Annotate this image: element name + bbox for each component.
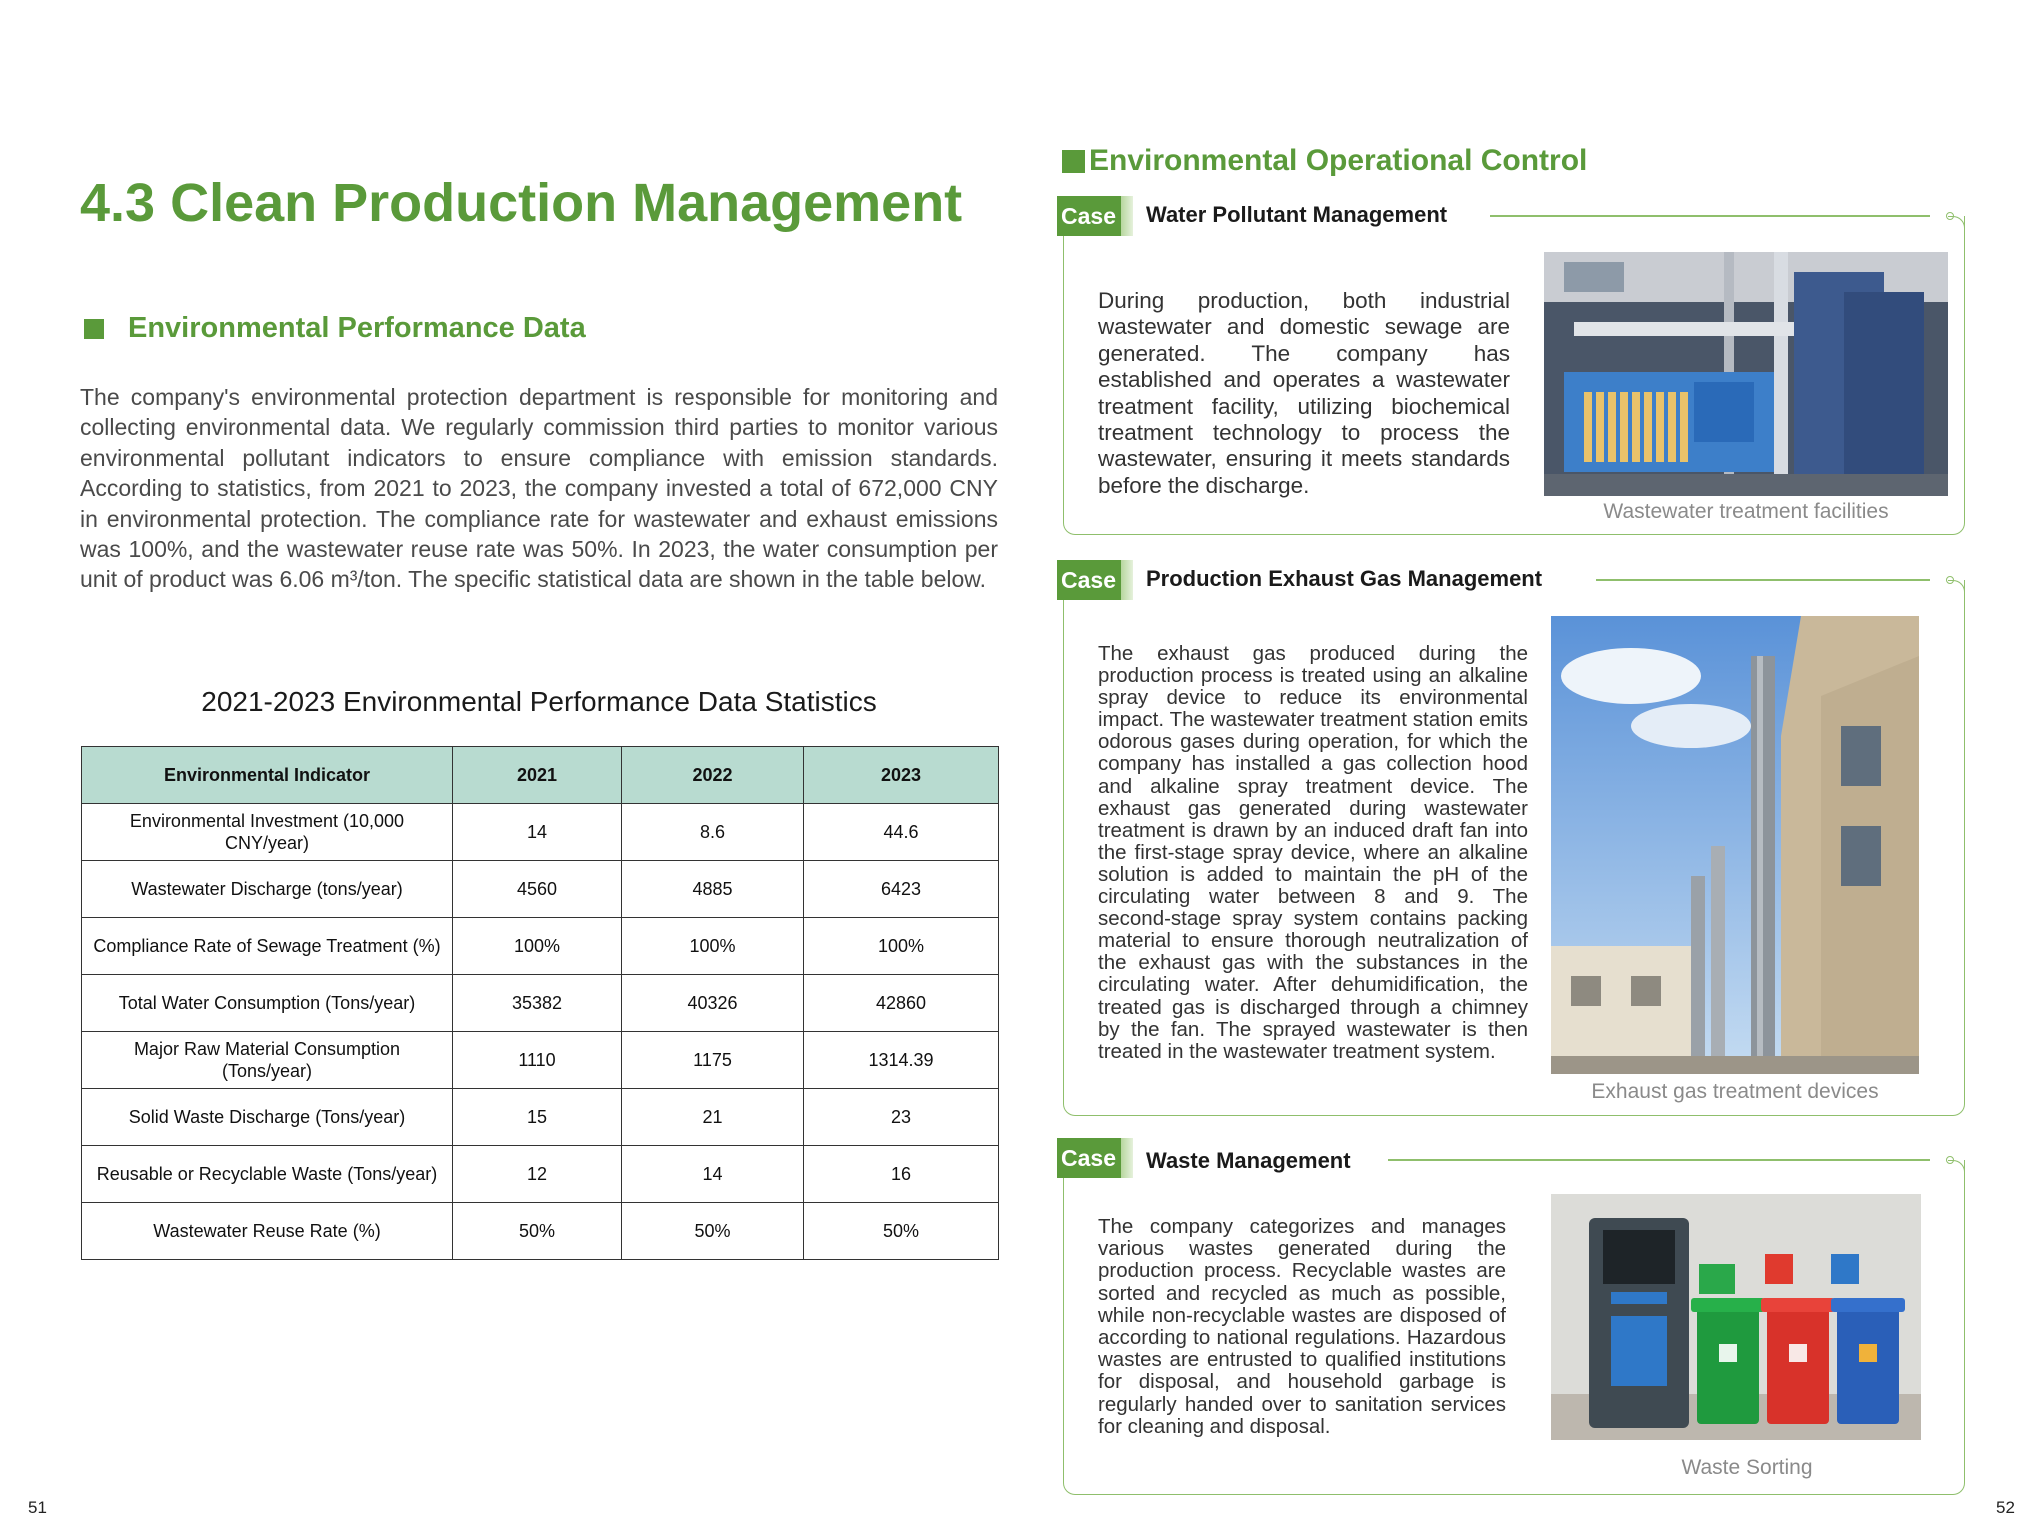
table-cell: 16: [804, 1146, 999, 1203]
table-header-row: [82, 747, 999, 804]
table-cell: 15: [453, 1089, 622, 1146]
photo-caption: Exhaust gas treatment devices: [1591, 1080, 1879, 1103]
exhaust-device-image: [1551, 616, 1919, 1074]
table-cell: 42860: [804, 975, 999, 1032]
table-cell: 40326: [622, 975, 804, 1032]
table-cell: 35382: [453, 975, 622, 1032]
table-cell: Wastewater Discharge (tons/year): [82, 861, 453, 918]
table-cell: 23: [804, 1089, 999, 1146]
table-row: [82, 1203, 999, 1260]
table-cell: 100%: [804, 918, 999, 975]
table-cell: 100%: [622, 918, 804, 975]
table-cell: 4885: [622, 861, 804, 918]
case-title: Water Pollutant Management: [1146, 202, 1455, 228]
table-cell: 1175: [622, 1032, 804, 1089]
table-cell: 50%: [804, 1203, 999, 1260]
square-bullet-icon: [1062, 150, 1085, 173]
wastewater-treatment-photo: [1544, 252, 1948, 496]
table-cell: Major Raw Material Consumption (Tons/year): [82, 1032, 453, 1089]
table-row: [82, 1089, 999, 1146]
case-text: The exhaust gas produced during the production process is treated using an alkaline spray device to reduce its environmental impact. The wastewater treatment station emits odorous gases during operation, for which the company has installed a gas collection hood and alkaline spray treatment device. The exhaust gas generated during wastewater treatment is drawn by an induced draft fan into the first-stage spray device, where an alkaline solution is added to maintain the pH of the circulating water between 8 and 9. The second-stage spray system contains packing material to ensure thorough neutralization of the exhaust gas with the substances in the circulating water. After dehumidification, the treated gas is discharged through a chimney by the fan. The sprayed wastewater is then treated in the wastewater treatment system.: [1098, 642, 1528, 1063]
wastewater-facility-image: [1544, 252, 1948, 496]
table-cell: 44.6: [804, 804, 999, 861]
environmental-performance-table: [81, 746, 999, 1260]
square-bullet-icon: [84, 319, 104, 339]
table-header-cell: 2023: [804, 747, 999, 804]
table-cell: 8.6: [622, 804, 804, 861]
table-title: 2021-2023 Environmental Performance Data Statistics: [201, 686, 877, 717]
table-cell: 21: [622, 1089, 804, 1146]
page-number-left: 51: [28, 1498, 47, 1517]
table-cell: 50%: [453, 1203, 622, 1260]
table-cell: 100%: [453, 918, 622, 975]
case-title-rule: [1388, 1159, 1930, 1161]
table-row: [82, 1146, 999, 1203]
table-cell: Reusable or Recyclable Waste (Tons/year): [82, 1146, 453, 1203]
table-cell: 14: [622, 1146, 804, 1203]
table-header-cell: 2022: [622, 747, 804, 804]
case-text: During production, both industrial wastewater and domestic sewage are generated. The company has established and operates a wastewater treatment facility, utilizing biochemical treatment technology to process the wastewater, ensuring it meets standards before the discharge.: [1098, 288, 1510, 498]
case-badge: Case: [1057, 1138, 1121, 1178]
table-cell: Environmental Investment (10,000 CNY/year): [82, 804, 453, 861]
photo-caption: Waste Sorting: [1681, 1456, 1813, 1479]
table-row: [82, 861, 999, 918]
table-row: [82, 1032, 999, 1089]
section-title: Environmental Performance Data: [128, 312, 586, 344]
case-title: Waste Management: [1146, 1148, 1359, 1174]
right-section-heading: [1062, 144, 1587, 178]
table-row: [82, 975, 999, 1032]
table-cell: 1110: [453, 1032, 622, 1089]
table-cell: 4560: [453, 861, 622, 918]
right-section-title: Environmental Operational Control: [1089, 144, 1588, 177]
table-cell: 12: [453, 1146, 622, 1203]
case-badge: Case: [1057, 560, 1121, 600]
table-header-cell: Environmental Indicator: [82, 747, 453, 804]
table-row: [82, 804, 999, 861]
table-cell: Total Water Consumption (Tons/year): [82, 975, 453, 1032]
waste-bins-image: [1551, 1194, 1921, 1440]
table-header-cell: 2021: [453, 747, 622, 804]
table-cell: 1314.39: [804, 1032, 999, 1089]
table-cell: Solid Waste Discharge (Tons/year): [82, 1089, 453, 1146]
case-text: The company categorizes and manages various wastes generated during the production process. Recyclable wastes are sorted and recycled as much as possible, while non-recyclable wastes are disposed of according to national regulations. Hazardous wastes are entrusted to qualified institutions for disposal, and household garbage is regularly handed over to sanitation services for cleaning and disposal.: [1098, 1215, 1506, 1438]
waste-sorting-photo: [1551, 1194, 1921, 1440]
photo-caption: Wastewater treatment facilities: [1603, 500, 1889, 523]
section-heading: [84, 312, 586, 345]
table-row: [82, 918, 999, 975]
page-number-right: 52: [1996, 1498, 2015, 1517]
case-badge: Case: [1057, 196, 1121, 236]
case-title-rule: [1596, 579, 1930, 581]
intro-paragraph: The company's environmental protection department is responsible for monitoring and collecting environmental data. We regularly commission third parties to monitor various environmental pollutant indicators to ensure compliance with emission standards. According to statistics, from 2021 to 2023, the company invested a total of 672,000 CNY in environmental protection. The compliance rate for wastewater and exhaust emissions was 100%, and the wastewater reuse rate was 50%. In 2023, the water consumption per unit of product was 6.06 m³/ton. The specific statistical data are shown in the table below.: [80, 384, 998, 593]
table-cell: Wastewater Reuse Rate (%): [82, 1203, 453, 1260]
table-cell: 6423: [804, 861, 999, 918]
table-cell: 50%: [622, 1203, 804, 1260]
page-title: 4.3 Clean Production Management: [80, 173, 963, 233]
table-cell: 14: [453, 804, 622, 861]
exhaust-gas-photo: [1551, 616, 1919, 1074]
table-cell: Compliance Rate of Sewage Treatment (%): [82, 918, 453, 975]
case-title: Production Exhaust Gas Management: [1146, 566, 1550, 592]
case-title-rule: [1490, 215, 1930, 217]
